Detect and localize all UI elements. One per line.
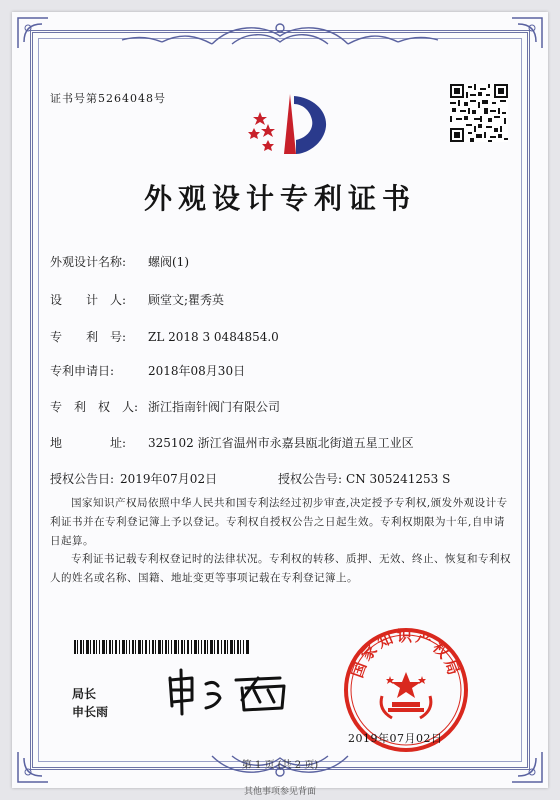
- field-value: 浙江指南针阀门有限公司: [148, 400, 281, 414]
- field-grant-number: [278, 470, 450, 487]
- field-label: 地 址:: [50, 436, 127, 450]
- top-ornament-icon: [12, 14, 548, 54]
- field-label: 专 利 权 人:: [50, 400, 139, 414]
- field-designer: [50, 291, 224, 308]
- field-value: ZL 2018 3 0484854.0: [148, 330, 279, 344]
- field-value: CN 305241253 S: [346, 472, 451, 486]
- patent-office-logo-icon: [238, 84, 338, 164]
- field-patent-number: [50, 328, 279, 345]
- field-label: 外观设计名称:: [50, 255, 127, 269]
- field-value: 顾堂文;瞿秀英: [148, 293, 225, 307]
- svg-text:国家知识产权局: 国家知识产权局: [348, 626, 464, 681]
- field-label: 授权公告日:: [50, 472, 115, 486]
- certificate-paragraph: 国家知识产权局依照中华人民共和国专利法经过初步审查,决定授予专利权,颁发外观设计专利证书并在专利登记簿上予以登记。专利权自授权公告之日起生效。专利权期限为十年,自申请日起算。: [50, 497, 508, 547]
- certificate-title: 外观设计专利证书: [143, 182, 416, 215]
- field-grant-date: [50, 470, 217, 487]
- field-value: 2018年08月30日: [148, 364, 246, 378]
- seal-date: 2019年07月02日: [348, 732, 443, 745]
- field-patentee: [50, 398, 280, 415]
- corner-ornament-icon: [510, 16, 544, 50]
- field-label: 设 计 人:: [50, 293, 127, 307]
- field-application-date: [50, 362, 245, 379]
- certificate-paragraph: 专利证书记载专利权登记时的法律状况。专利权的转移、质押、无效、终止、恢复和专利权人的姓名或名称、国籍、地址变更等事项记载在专利登记簿上。: [50, 553, 511, 584]
- handwritten-signature: [162, 666, 302, 718]
- certificate-number: 证书号第5264048号: [50, 92, 166, 105]
- qr-code-icon: [450, 84, 508, 142]
- page-number: 第 1 页 (共 2 页): [241, 760, 319, 771]
- field-design-name: [50, 253, 189, 270]
- official-title: 局长: [72, 687, 97, 701]
- footer-cut-text: 其他事项参见背面: [243, 787, 316, 797]
- corner-ornament-icon: [16, 16, 50, 50]
- field-value: 2019年07月02日: [120, 472, 218, 486]
- field-value: 螺阀(1): [148, 255, 189, 269]
- field-address: [50, 434, 414, 451]
- official-name: 申长雨: [72, 705, 109, 719]
- barcode-icon: [74, 640, 250, 654]
- field-value: 325102 浙江省温州市永嘉县瓯北街道五星工业区: [148, 436, 414, 450]
- field-label: 专利申请日:: [50, 364, 115, 378]
- field-label: 授权公告号:: [278, 472, 343, 486]
- field-label: 专 利 号:: [50, 330, 127, 344]
- patent-certificate: [12, 12, 548, 797]
